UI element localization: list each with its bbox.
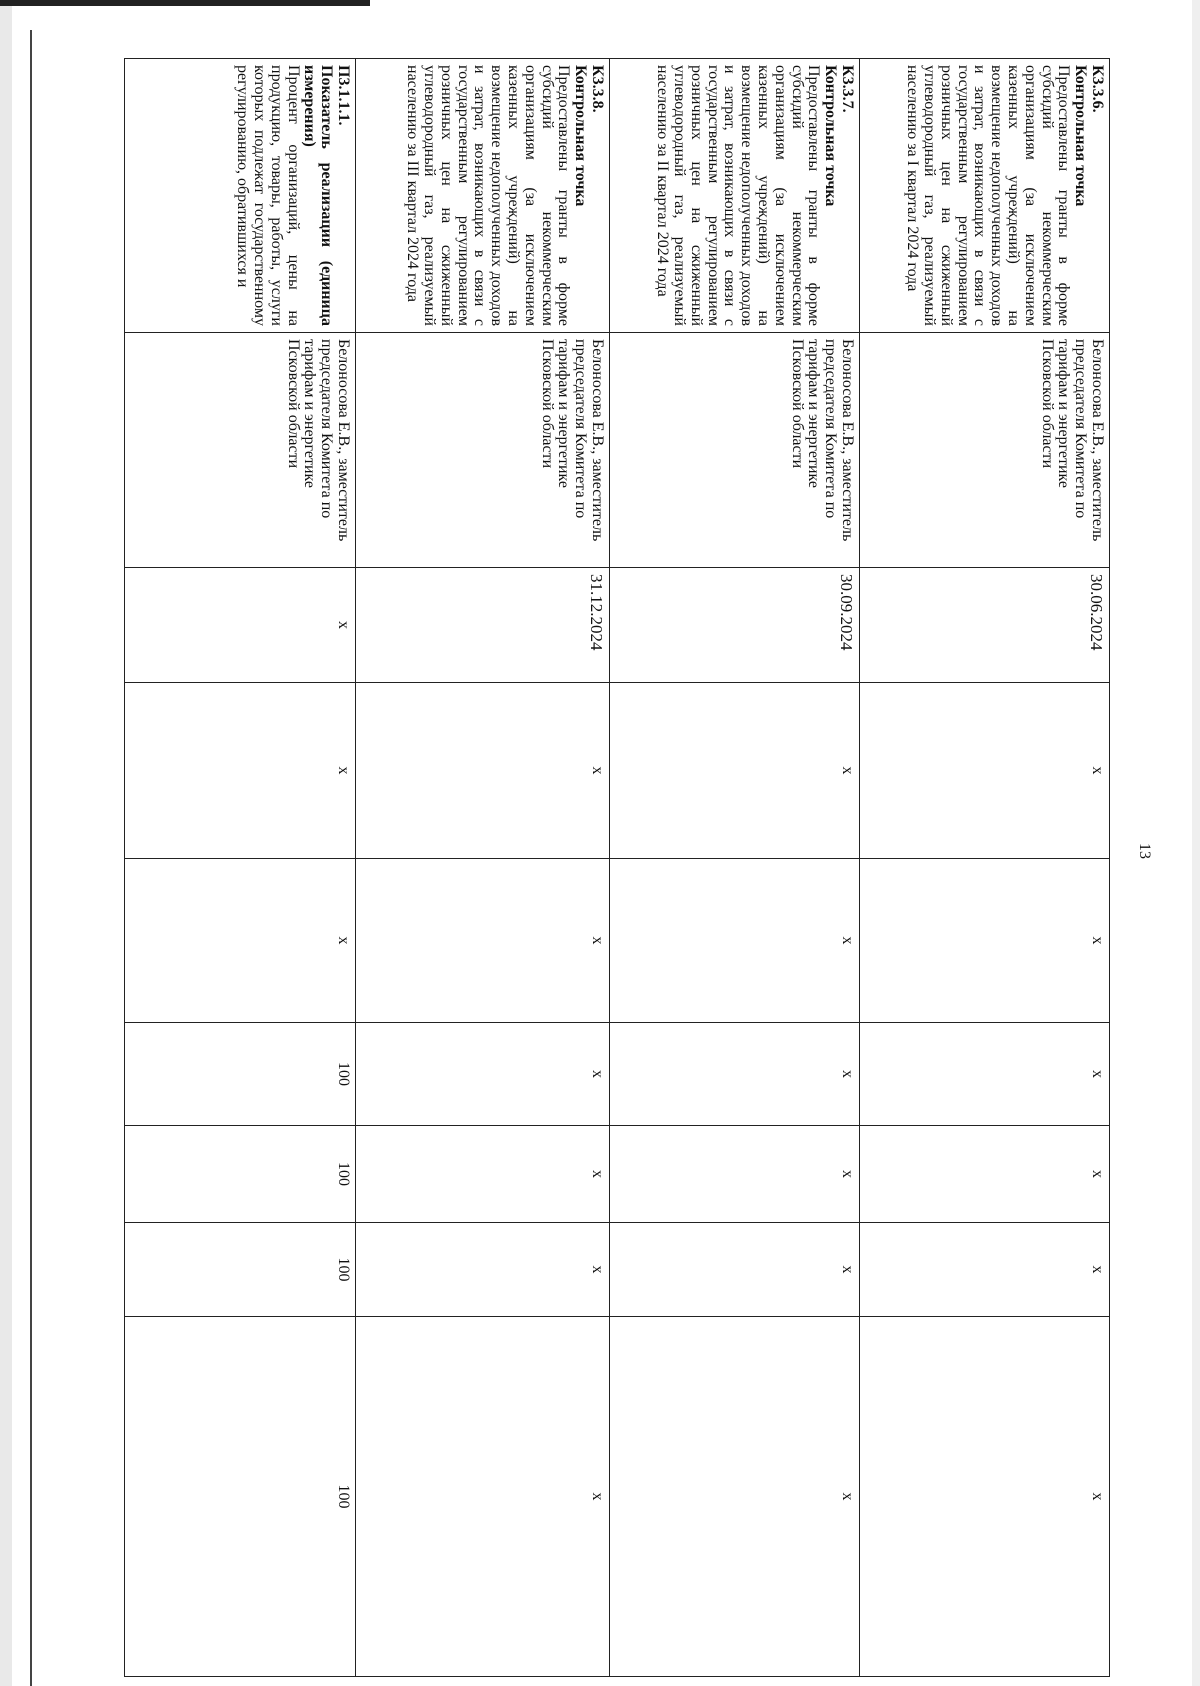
rotated-table-container — [125, 58, 1110, 1676]
row-text: Предоставлены гранты в форме субсидий некоммерческим организациям (за исключением казенных учреждений) на возмещение недополученных доходов и затрат, возникающих в связи с государственным регулированием розничных цен на сжиженный углеводородный газ, реализуемый населению за III квартал 2024 года — [404, 65, 573, 326]
value-cell: x — [356, 683, 610, 859]
date-cell: 30.06.2024 — [860, 568, 1110, 683]
value-cell: x — [610, 683, 860, 859]
scan-edge-left — [0, 0, 12, 1686]
row-code: К3.3.7. — [839, 65, 856, 113]
scan-edge-right — [1192, 0, 1200, 1686]
row-title: Контрольная точка — [1072, 65, 1090, 207]
value-cell: x — [610, 1317, 860, 1677]
value-cell: x — [610, 1126, 860, 1223]
row-text: Предоставлены гранты в форме субсидий некоммерческим организациям (за исключением казенных учреждений) на возмещение недополученных доходов и затрат, возникающих в связи с государственным регулированием розничных цен на сжиженный углеводородный газ, реализуемый населению за I квартал 2024 года — [904, 65, 1073, 326]
row-code: К3.3.6. — [1089, 65, 1106, 113]
responsible-cell: Белоносова Е.В., заместитель председателя Комитета по тарифам и энергетике Псковской области — [356, 333, 610, 568]
value-cell: x — [356, 1023, 610, 1126]
indicator-cell — [860, 59, 1110, 333]
value-cell: x — [860, 1223, 1110, 1317]
table-row — [356, 59, 610, 1677]
row-title: Контрольная точка — [822, 65, 840, 207]
page-number: 13 — [1136, 843, 1153, 859]
value-cell: x — [125, 683, 356, 859]
responsible-cell: Белоносова Е.В., заместитель председателя Комитета по тарифам и энергетике Псковской области — [125, 333, 356, 568]
value-cell: x — [860, 1126, 1110, 1223]
value-cell: x — [125, 859, 356, 1023]
value-cell: x — [860, 683, 1110, 859]
value-cell: 100 — [125, 1223, 356, 1317]
row-title: Контрольная точка — [572, 65, 590, 207]
row-text: Предоставлены гранты в форме субсидий некоммерческим организациям (за исключением казенных учреждений) на возмещение недополученных доходов и затрат, возникающих в связи с государственным регулированием розничных цен на сжиженный углеводородный газ, реализуемый населению за II квартал 2024 года — [654, 65, 823, 326]
value-cell: x — [610, 1023, 860, 1126]
indicator-cell — [356, 59, 610, 333]
value-cell: x — [356, 1223, 610, 1317]
table-row — [860, 59, 1110, 1677]
table-row — [610, 59, 860, 1677]
value-cell: 100 — [125, 1126, 356, 1223]
value-cell: x — [610, 1223, 860, 1317]
value-cell: x — [356, 1126, 610, 1223]
top-rule — [0, 0, 370, 6]
value-cell: 100 — [125, 1023, 356, 1126]
value-cell: x — [356, 1317, 610, 1677]
row-title: Показатель реализации (единица измерения) — [301, 65, 336, 326]
value-cell: x — [860, 1317, 1110, 1677]
date-cell: 30.09.2024 — [610, 568, 860, 683]
value-cell: x — [860, 1023, 1110, 1126]
indicator-cell — [610, 59, 860, 333]
responsible-cell: Белоносова Е.В., заместитель председателя Комитета по тарифам и энергетике Псковской области — [860, 333, 1110, 568]
row-text: Процент организаций, цены на продукцию, товары, работы, услуги которых подлежат государственному регулированию, обратившихся и — [234, 65, 302, 326]
plan-table — [124, 58, 1110, 1677]
responsible-cell: Белоносова Е.В., заместитель председателя Комитета по тарифам и энергетике Псковской области — [610, 333, 860, 568]
date-cell: 31.12.2024 — [356, 568, 610, 683]
value-cell: x — [356, 859, 610, 1023]
value-cell: 100 — [125, 1317, 356, 1677]
table-row — [125, 59, 356, 1677]
value-cell: x — [860, 859, 1110, 1023]
row-code: К3.3.8. — [589, 65, 606, 113]
row-code: П3.1.1.1. — [335, 65, 352, 126]
value-cell: x — [610, 859, 860, 1023]
left-margin-rule — [30, 30, 32, 1686]
indicator-cell — [125, 59, 356, 333]
date-cell: x — [125, 568, 356, 683]
